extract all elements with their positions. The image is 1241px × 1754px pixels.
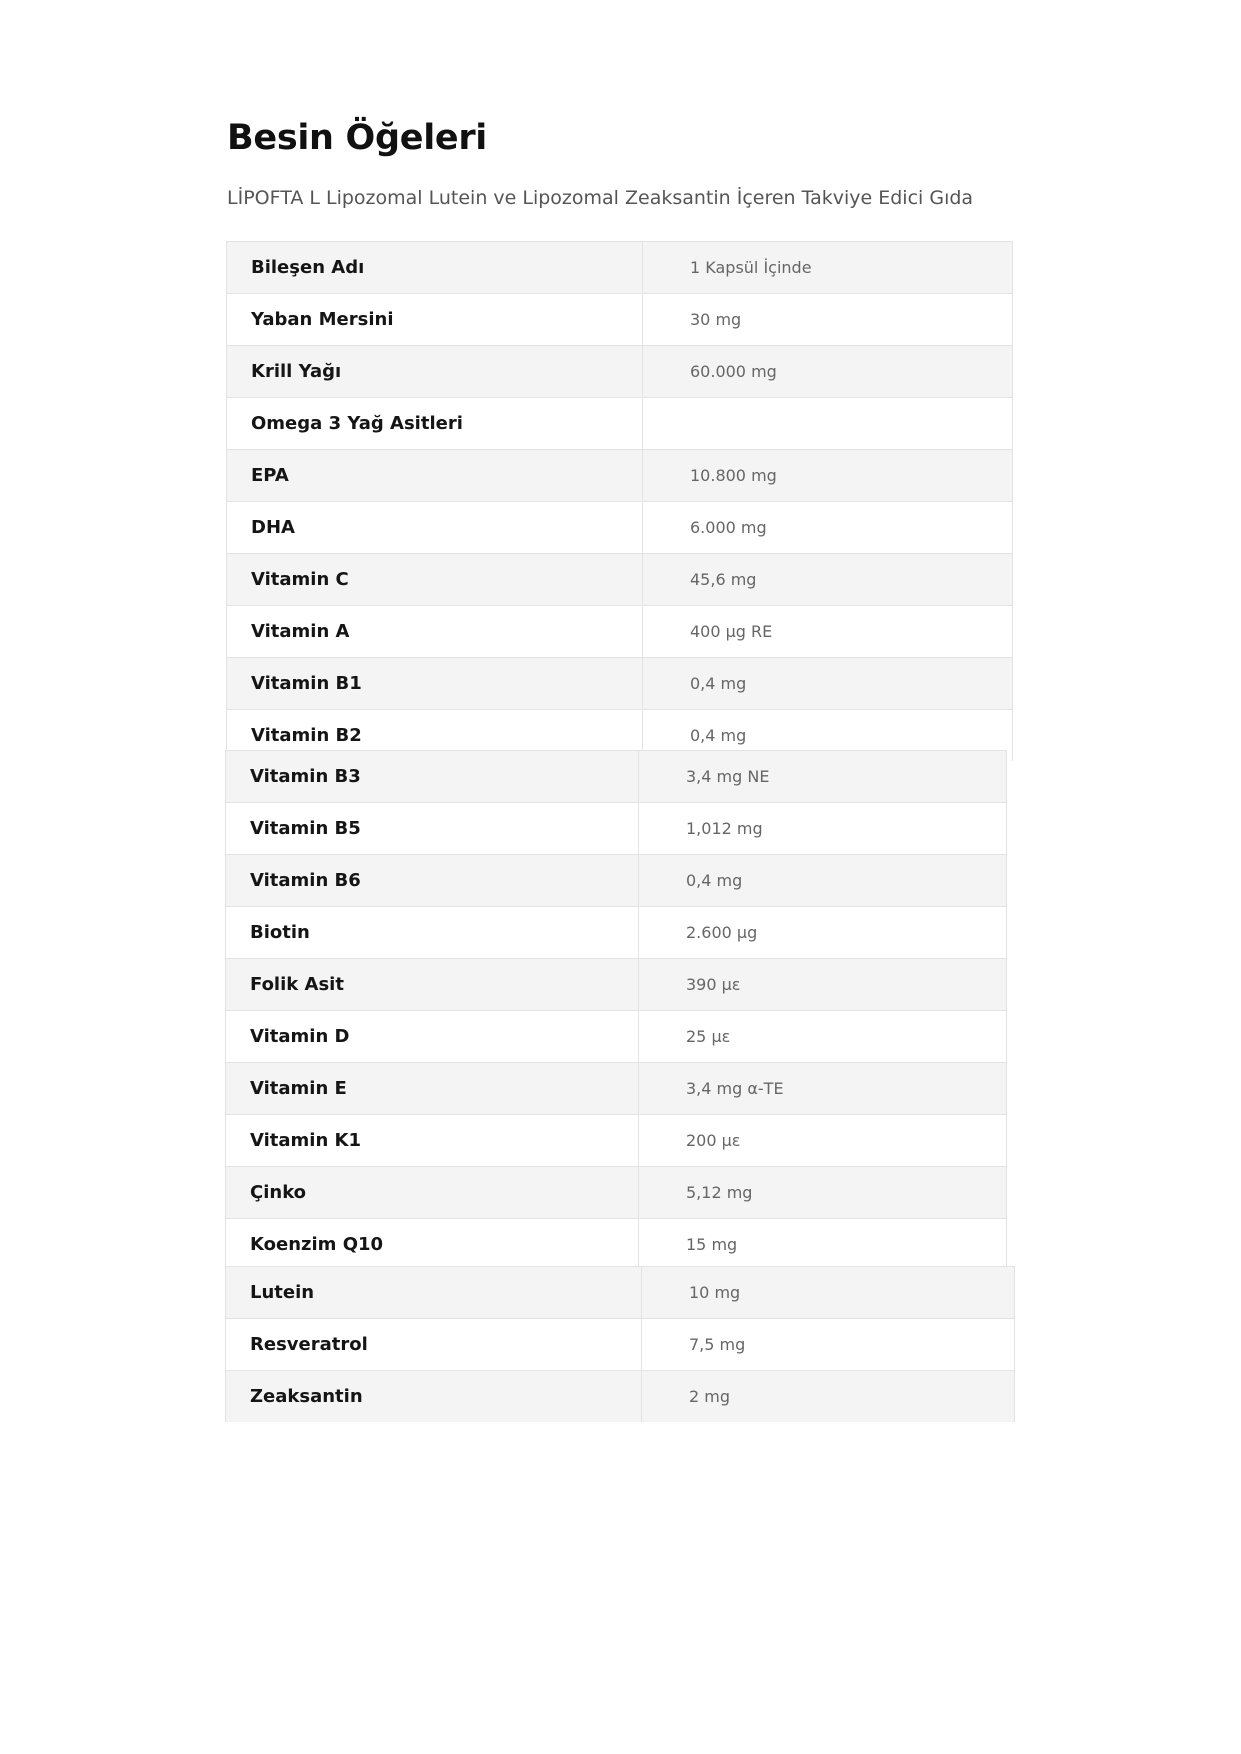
ingredient-amount: 30 mg [643,294,1013,346]
ingredient-amount: 2.600 µg [639,907,1007,959]
ingredient-name: Yaban Mersini [227,294,643,346]
nutrient-table-section [226,241,1013,761]
table-row [227,502,1013,554]
nutrient-table-section [225,750,1007,1270]
ingredient-name: Krill Yağı [227,346,643,398]
ingredient-amount: 10.800 mg [643,450,1013,502]
ingredient-amount: 25 µε [639,1011,1007,1063]
table-row [226,1115,1007,1167]
ingredient-amount: 0,4 mg [643,658,1013,710]
table-row [227,346,1013,398]
ingredient-name: Resveratrol [226,1319,642,1371]
ingredient-name: Biotin [226,907,639,959]
table-row [226,1219,1007,1271]
ingredient-amount: 6.000 mg [643,502,1013,554]
table-header-row [227,242,1013,294]
ingredient-name: Vitamin B2 [227,710,643,762]
table-row [227,554,1013,606]
ingredient-amount: 3,4 mg α-TE [639,1063,1007,1115]
table-row [226,855,1007,907]
ingredient-name: Vitamin B5 [226,803,639,855]
ingredient-name: Vitamin A [227,606,643,658]
ingredient-amount: 7,5 mg [642,1319,1015,1371]
ingredient-name: Vitamin K1 [226,1115,639,1167]
ingredient-amount: 5,12 mg [639,1167,1007,1219]
table-row [226,907,1007,959]
ingredient-name: Omega 3 Yağ Asitleri [227,398,643,450]
ingredient-name: Lutein [226,1267,642,1319]
ingredient-amount [643,398,1013,450]
ingredient-amount: 2 mg [642,1371,1015,1423]
ingredient-amount: 200 µε [639,1115,1007,1167]
amount-per-capsule-header: 1 Kapsül İçinde [643,242,1013,294]
ingredient-amount: 15 mg [639,1219,1007,1271]
table-row [227,606,1013,658]
ingredient-name: Koenzim Q10 [226,1219,639,1271]
table-row [226,803,1007,855]
table-row [226,1063,1007,1115]
table-row [226,751,1007,803]
table-row [226,1319,1015,1371]
ingredient-amount: 0,4 mg [639,855,1007,907]
table-row [227,658,1013,710]
ingredient-amount: 3,4 mg NE [639,751,1007,803]
ingredient-amount: 390 µε [639,959,1007,1011]
nutrient-table-section [225,1266,1015,1422]
table-row [227,294,1013,346]
ingredient-name: EPA [227,450,643,502]
ingredient-name: DHA [227,502,643,554]
ingredient-name: Vitamin B3 [226,751,639,803]
ingredient-name: Çinko [226,1167,639,1219]
product-subtitle: LİPOFTA L Lipozomal Lutein ve Lipozomal Zeaksantin İçeren Takviye Edici Gıda [227,187,974,209]
ingredient-name: Vitamin D [226,1011,639,1063]
ingredient-name: Vitamin C [227,554,643,606]
ingredient-amount: 60.000 mg [643,346,1013,398]
ingredient-amount: 10 mg [642,1267,1015,1319]
ingredient-name: Vitamin B1 [227,658,643,710]
ingredient-name: Vitamin B6 [226,855,639,907]
ingredient-name: Vitamin E [226,1063,639,1115]
ingredient-amount: 45,6 mg [643,554,1013,606]
table-row [226,1011,1007,1063]
table-row [226,959,1007,1011]
ingredient-name: Zeaksantin [226,1371,642,1423]
ingredient-amount: 400 µg RE [643,606,1013,658]
ingredient-amount: 0,4 mg [643,710,1013,762]
ingredient-name-header: Bileşen Adı [227,242,643,294]
table-row [226,1167,1007,1219]
table-row [227,450,1013,502]
ingredient-amount: 1,012 mg [639,803,1007,855]
ingredient-name: Folik Asit [226,959,639,1011]
page-title: Besin Öğeleri [227,118,487,158]
table-row [226,1267,1015,1319]
table-row [226,1371,1015,1423]
table-row [227,398,1013,450]
